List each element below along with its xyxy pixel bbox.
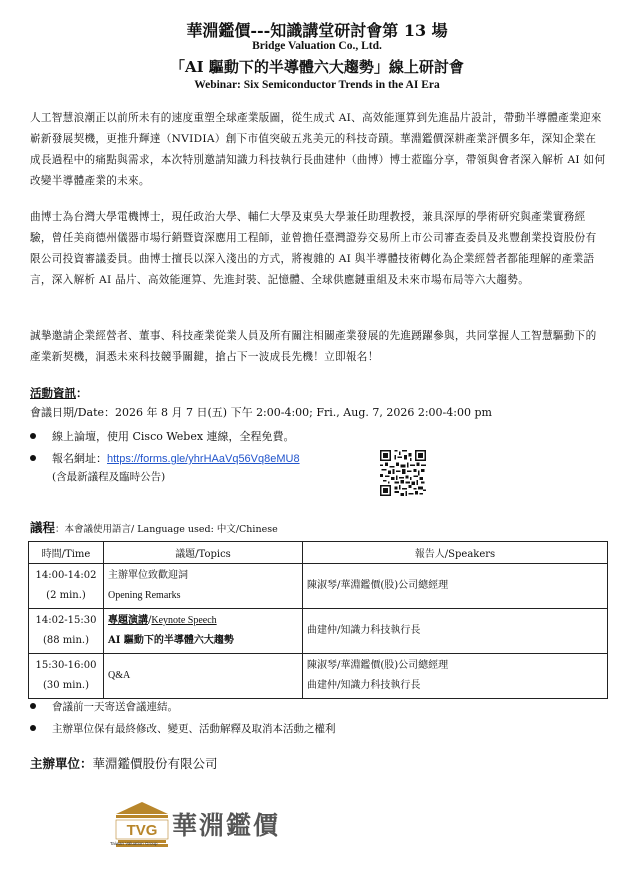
webinar-title-en: Webinar: Six Semiconductor Trends in the AI Era: [194, 79, 440, 91]
agenda-speaker-cell: [303, 609, 608, 654]
agenda-speaker: 曲建仲/知識力科技執行長: [307, 625, 421, 636]
agenda-topic-en: Opening Remarks: [108, 590, 181, 601]
register-label: 報名網址：: [52, 452, 107, 465]
agenda-heading: [30, 518, 278, 536]
agenda-topic: Q&A: [108, 670, 131, 681]
note-text: 主辦單位保有最終修改、變更、活動解釋及取消本活動之權利: [52, 723, 336, 735]
agenda-duration: (30 min.): [42, 680, 89, 691]
event-date: 會議日期/Date：2026 年 8 月 7 日(五) 下午 2:00-4:00; Fri., Aug. 7, 2026 2:00-4:00 pm: [30, 406, 492, 419]
intro-paragraph-1: 人工智慧浪潮正以前所未有的速度重塑全球產業版圖，從生成式 AI、高效能運算到先進晶片設計，帶動半導體產業迎來嶄新發展契機，更推升輝達（NVIDIA）創下市值突破五兆美元的科技奇蹟。華淵鑑價深耕產業評價多年，深知企業在成長過程中的痛點與需求，本次特別邀請知識力科技執行長曲建仲（曲博）博士蒞臨分享，帶領與會者深入解析 AI 如何改變半導體產業的未來。: [30, 112, 606, 187]
company-name-en: Bridge Valuation Co., Ltd.: [252, 40, 382, 52]
note-text: 會議前一天寄送會議連結。: [52, 701, 178, 713]
agenda-speaker-cell: [303, 654, 608, 699]
agenda-language-note: ：本會議使用語言/ Language used: 中文/Chinese: [55, 524, 278, 535]
agenda-header-row: [29, 542, 608, 564]
online-info-text: 線上論壇，使用 Cisco Webex 連線，全程免費。: [52, 430, 295, 443]
keynote-label-en: Keynote Speech: [151, 615, 217, 626]
table-row: [29, 609, 608, 654]
agenda-time: 15:30-16:00: [35, 660, 97, 671]
agenda-time-cell: [29, 609, 104, 654]
organizer: [30, 754, 218, 772]
table-row: [29, 564, 608, 609]
intro-paragraph-3: 誠摯邀請企業經營者、董事、科技產業從業人員及所有關注相關產業發展的先進踴躍參與，共同掌握人工智慧驅動下的產業新契機，洞悉未來科技競爭關鍵，搶占下一波成長先機！立即報名！: [30, 330, 597, 363]
note-row: [30, 721, 336, 736]
agenda-topic-zh: 主辦單位致歡迎詞: [108, 570, 188, 581]
bullet-icon: [30, 455, 36, 461]
agenda-topic-cell: [104, 609, 303, 654]
agenda-time: 14:02-15:30: [35, 615, 97, 626]
online-info-row: [30, 428, 295, 444]
event-info-heading-text: 活動資訊: [30, 386, 76, 400]
agenda-speaker-cell: [303, 564, 608, 609]
bullet-icon: [30, 433, 36, 439]
register-note: (含最新議程及臨時公告): [52, 471, 166, 483]
qr-code-icon[interactable]: [380, 450, 426, 496]
table-row: [29, 654, 608, 699]
webinar-title-zh: 「AI 驅動下的半導體六大趨勢」線上研討會: [170, 58, 464, 76]
agenda-time: 14:00-14:02: [35, 570, 97, 581]
bullet-icon: [30, 703, 36, 709]
agenda-time-cell: [29, 564, 104, 609]
agenda-speaker: 曲建仲/知識力科技執行長: [307, 680, 421, 691]
logo-name-en: Taiwan Valuation Group: [110, 841, 158, 846]
agenda-time-cell: [29, 654, 104, 699]
keynote-title: AI 驅動下的半導體六大趨勢: [108, 635, 234, 646]
agenda-topic-label: [108, 611, 298, 631]
keynote-label-sep: /: [148, 615, 152, 626]
agenda-speaker: 陳淑琴/華淵鑑價(股)公司總經理: [307, 660, 449, 671]
agenda-header-speaker: 報告人/Speakers: [303, 542, 608, 564]
agenda-header-time: 時間/Time: [29, 542, 104, 564]
logo-mark: TVG: [126, 822, 158, 839]
event-info-heading-colon: ：: [76, 386, 88, 400]
register-link[interactable]: https://forms.gle/yhrHAaVq56Vq8eMU8: [107, 453, 300, 465]
keynote-label-zh: 專題演講: [108, 615, 148, 626]
agenda-topic-cell: [104, 654, 303, 699]
event-title: 華淵鑑價---知識講堂研討會第 13 場: [186, 21, 448, 40]
note-row: [30, 699, 178, 714]
organizer-name: 華淵鑑價股份有限公司: [92, 756, 218, 771]
event-info-heading: [30, 385, 88, 401]
agenda-table: [28, 541, 608, 699]
agenda-topic-cell: [104, 564, 303, 609]
bullet-icon: [30, 725, 36, 731]
agenda-duration: (2 min.): [46, 590, 86, 601]
organizer-label: 主辦單位：: [30, 756, 93, 771]
register-row: [30, 450, 300, 466]
logo-name-zh: 華淵鑑價: [172, 811, 281, 840]
agenda-header-topic: 議題/Topics: [104, 542, 303, 564]
agenda-duration: (88 min.): [42, 635, 89, 646]
agenda-heading-text: 議程: [30, 520, 56, 535]
agenda-speaker: 陳淑琴/華淵鑑價(股)公司總經理: [307, 580, 449, 591]
intro-paragraph-2: 曲博士為台灣大學電機博士，現任政治大學、輔仁大學及東吳大學兼任助理教授，兼具深厚的學術研究與產業實務經驗，曾任美商德州儀器市場行銷暨資深應用工程師，並曾擔任臺灣證券交易所上市公司審查委員及兆豐創業投資股份有限公司投資審議委員。曲博士擅長以深入淺出的方式，將複雜的 AI 與半導體技術轉化為企業經營者都能理解的產業語言，深入解析 AI 晶片、高效能運算、先進封裝、記憶體、全球供應鏈重組及未來市場布局等六大趨勢。: [30, 211, 597, 286]
